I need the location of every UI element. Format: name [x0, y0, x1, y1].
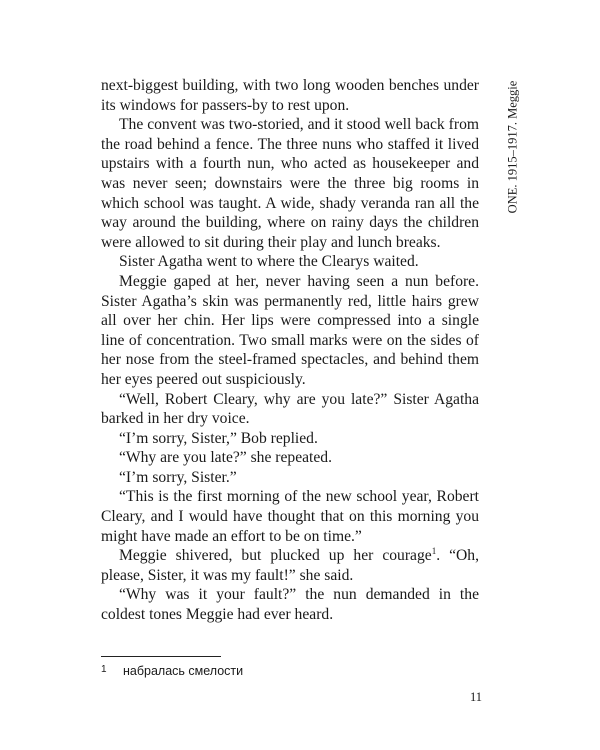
footnote-divider — [101, 656, 221, 657]
running-head-text: ONE. 1915–1917. Meggie — [505, 80, 520, 214]
paragraph-with-footnote — [101, 546, 479, 585]
footnote-number: 1 — [101, 664, 107, 675]
paragraph: “This is the first morning of the new school year, Robert Cleary, and I would have thought that on this morning you might have made an effort to be on time.” — [101, 488, 479, 545]
paragraph: “I’m sorry, Sister,” Bob replied. — [119, 429, 318, 447]
running-head — [503, 62, 523, 232]
paragraph: “Why are you late?” she repeated. — [119, 449, 332, 467]
paragraph-text-after: . “Oh, please, Sister, it was my fault!” she said. — [101, 547, 479, 584]
paragraph: “Well, Robert Cleary, why are you late?” Sister Agatha barked in her dry voice. — [101, 390, 479, 428]
footnote-reference[interactable]: 1 — [431, 546, 437, 557]
footnote-text: набралась смелости — [123, 664, 244, 678]
paragraph-text-before: Meggie shivered, but plucked up her courage — [119, 547, 432, 565]
paragraph: “Why was it your fault?” the nun demanded in the coldest tones Meggie had ever heard. — [101, 586, 479, 624]
paragraph: Meggie gaped at her, never having seen a nun before. Sister Agatha’s skin was permanently red, little hairs grew all over her chin. Her lips were compressed into a single line of concentration. Two small marks were on the sides of her nose from the steel-framed spectacles, and behind them her eyes peered out suspiciously. — [101, 272, 479, 388]
page-number: 11 — [470, 690, 483, 704]
paragraph: Sister Agatha went to where the Clearys waited. — [119, 253, 419, 271]
paragraph: next-biggest building, with two long wooden benches under its windows for passers-by to rest upon. — [101, 77, 479, 114]
paragraph: The convent was two-storied, and it stood well back from the road behind a fence. The three nuns who staffed it lived upstairs with a fourth nun, who acted as housekeeper and was never seen; downstairs were the three big rooms in which school was taught. A wide, shady veranda ran all the way around the building, where on rainy days the children were allowed to sit during their play and lunch breaks. — [101, 116, 479, 251]
footnote — [101, 664, 243, 678]
paragraph: “I’m sorry, Sister.” — [119, 468, 237, 486]
body-text — [101, 76, 479, 625]
